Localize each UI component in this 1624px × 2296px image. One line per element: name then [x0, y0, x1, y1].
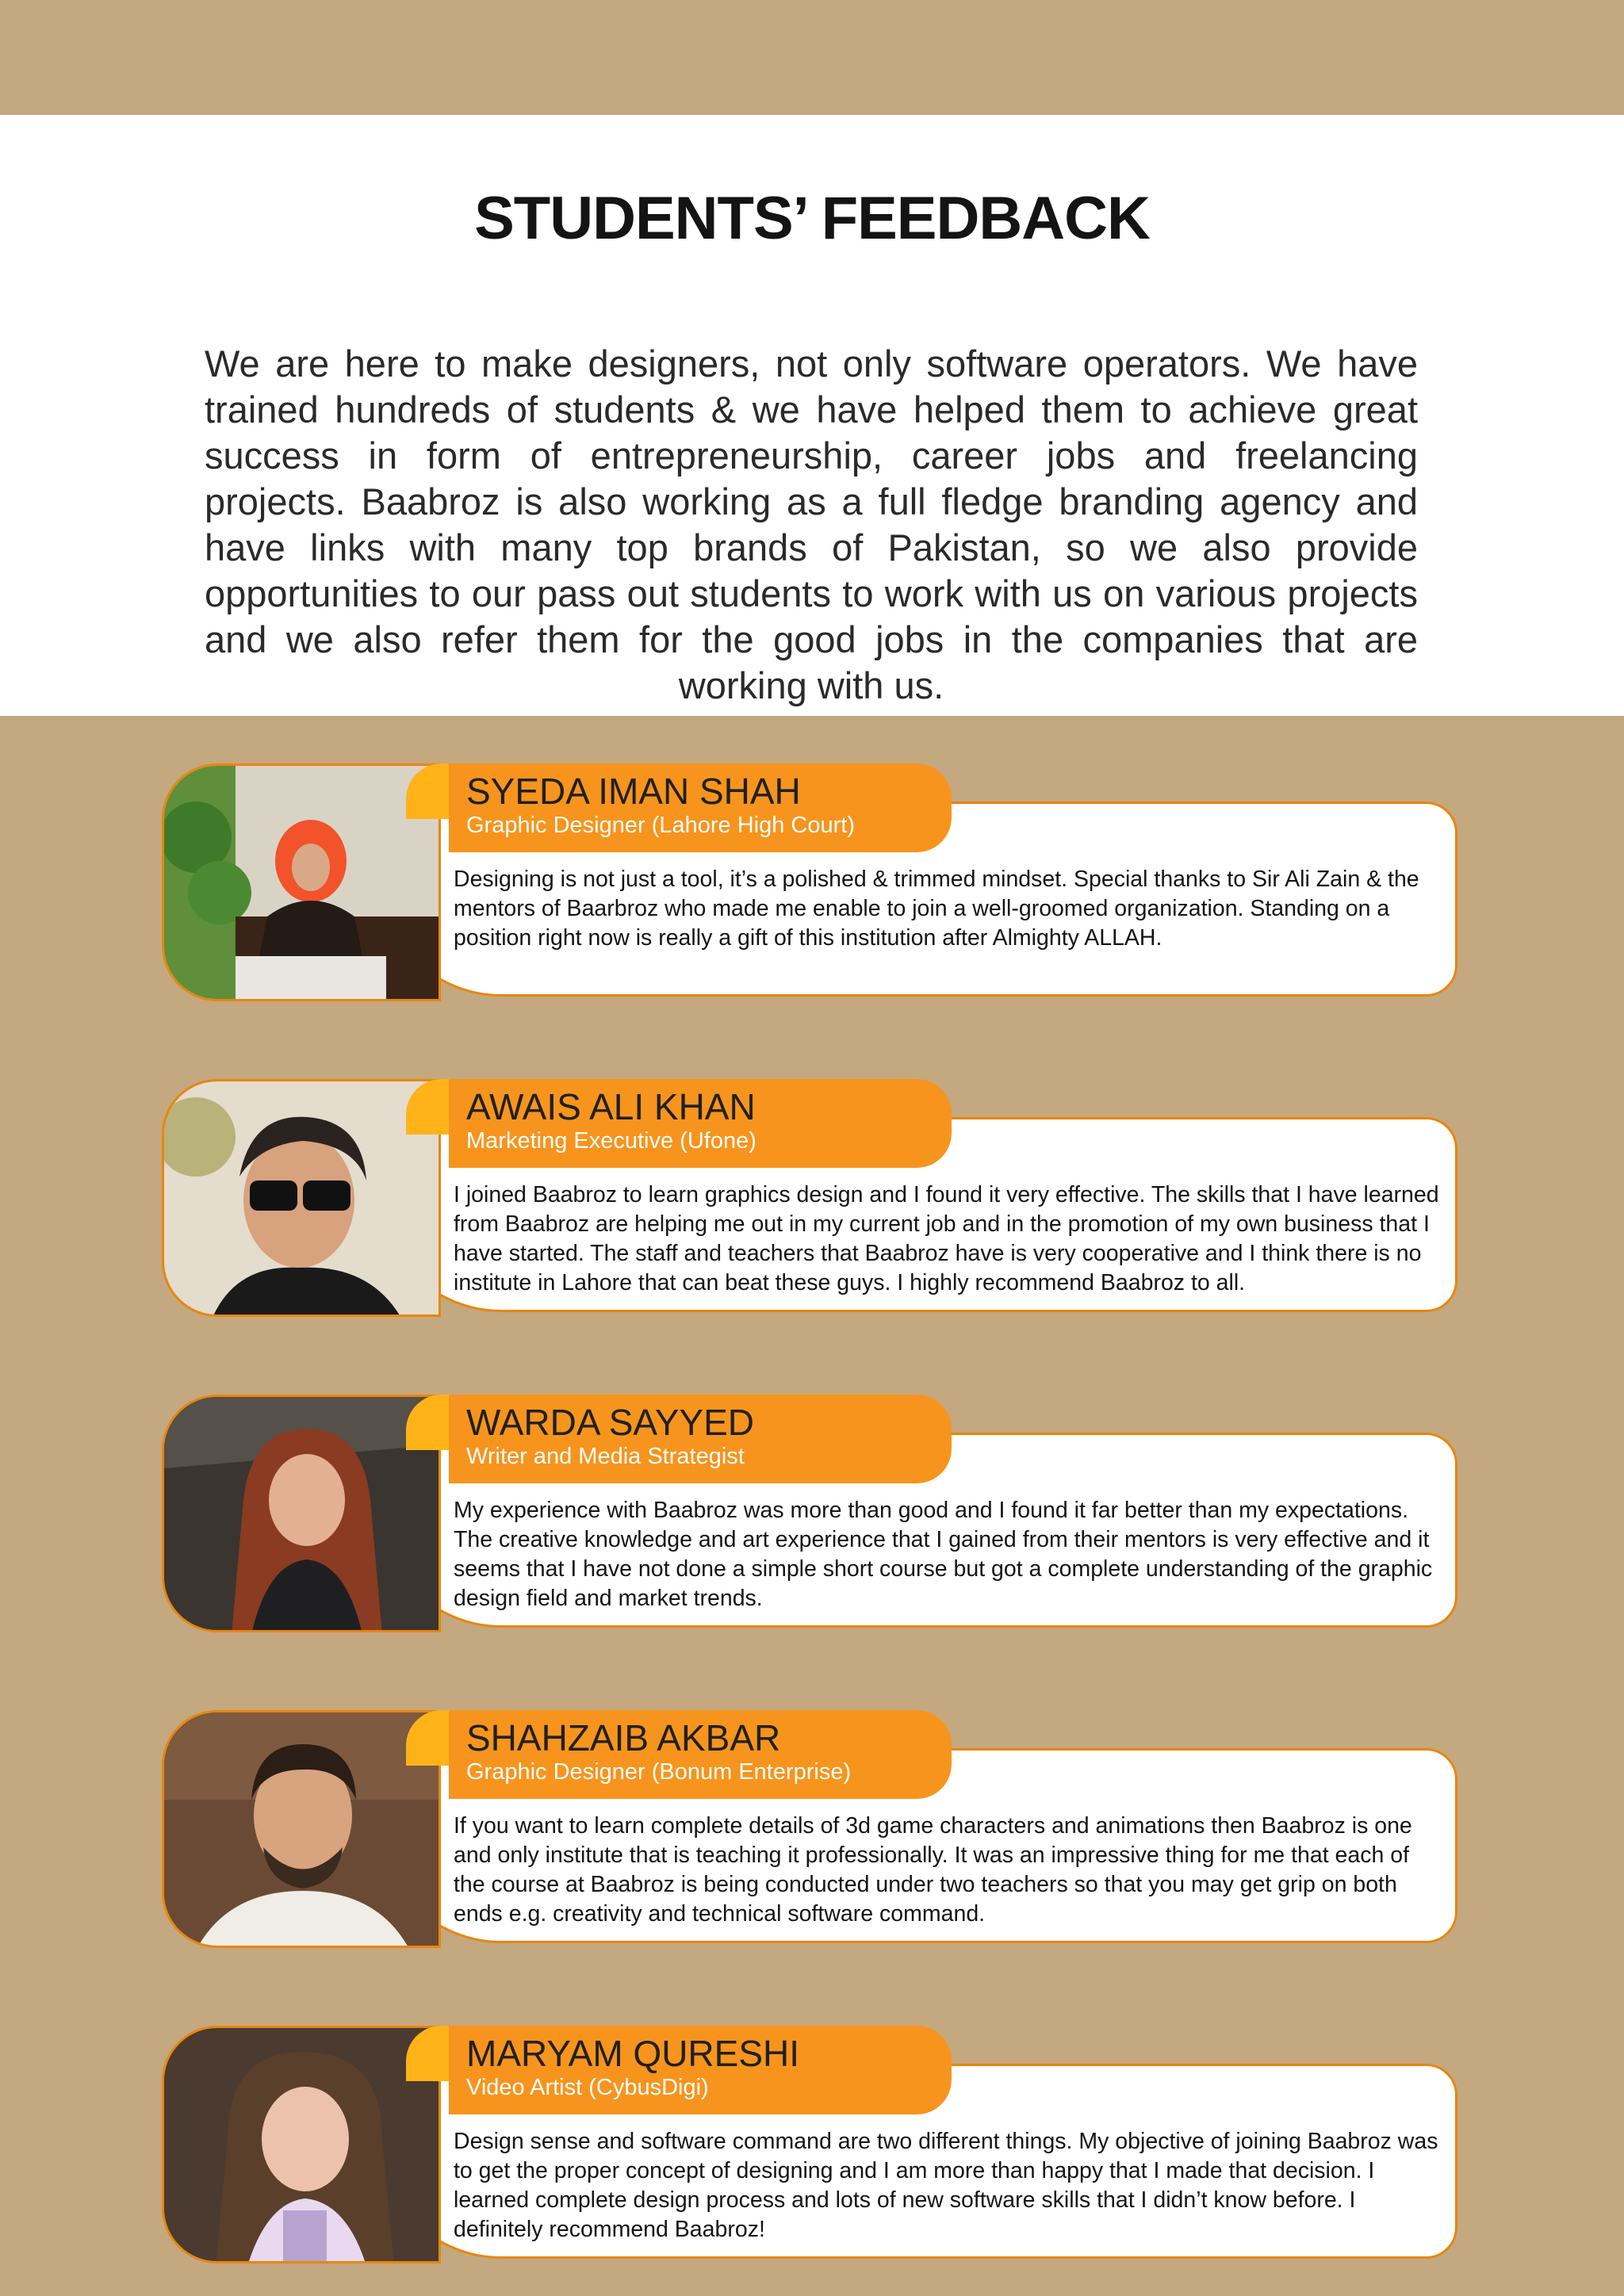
student-name: WARDA SAYYED: [466, 1402, 754, 1443]
student-role: Writer and Media Strategist: [466, 1444, 745, 1469]
testimonial-text: My experience with Baabroz was more than good and I found it far better than my expectations. The creative knowledge and art experience that I gained from their mentors is very effective and it seems that I have not done a simple short course but got a complete understanding of the graphic design field and market trends.: [454, 1498, 1433, 1611]
top-band: [0, 0, 1624, 115]
student-name: AWAIS ALI KHAN: [466, 1086, 756, 1127]
student-role: Marketing Executive (Ufone): [466, 1128, 756, 1154]
testimonial-text: I joined Baabroz to learn graphics design and I found it very effective. The skills that I have learned from Baabroz are helping me out in my current job and in the promotion of my own business that I have started. The staff and teachers that Baabroz have is very cooperative and I think there is no institute in Lahore that can beat these guys. I highly recommend Baabroz to all.: [454, 1182, 1439, 1295]
testimonial-text: If you want to learn complete details of 3d game characters and animations then Baabroz is one and only institute that is teaching it professionally. It was an impressive thing for me that each of the course at Baabroz is being conducted under two teachers so that you may get grip on both ends e.g. creativity and technical software command.: [454, 1813, 1412, 1927]
testimonial-text: Design sense and software command are two different things. My objective of joining Baabroz was to get the proper concept of designing and I am more than happy that I made that decision. I learned complete design process and lots of new software skills that I didn’t know before. I definitely recommend Baabroz!: [454, 2129, 1438, 2242]
student-photo: [162, 1079, 441, 1317]
intro-paragraph: We are here to make designers, not only software operators. We have trained hundreds of students & we have helped them to achieve great success in form of entrepreneurship, career jobs and freelancing projects. Baabroz is also working as a full fledge branding agency and have links with many top brands of Pakistan, so we also provide opportunities to our pass out students to work with us on various projects and we also refer them for the good jobs in the companies that are working with us.: [205, 342, 1418, 706]
student-name: SHAHZAIB AKBAR: [466, 1717, 781, 1758]
testimonial-card: [162, 1079, 1462, 1317]
student-role: Video Artist (CybusDigi): [466, 2075, 709, 2100]
testimonial-card: [162, 1395, 1462, 1632]
student-photo: [162, 1395, 441, 1632]
page-title: STUDENTS’ FEEDBACK: [474, 185, 1150, 252]
testimonial-card: [162, 1710, 1462, 1948]
student-photo: [162, 763, 441, 1001]
student-photo: [162, 1710, 441, 1948]
testimonial-card: [162, 2026, 1462, 2263]
student-photo: [162, 2026, 441, 2263]
student-name: MARYAM QURESHI: [466, 2033, 800, 2074]
student-role: Graphic Designer (Lahore High Court): [466, 813, 855, 838]
testimonial-text: Designing is not just a tool, it’s a polished & trimmed mindset. Special thanks to Sir Ali Zain & the mentors of Baarbroz who made me enable to join a well-groomed organization. Standing on a position right now is really a gift of this institution after Almighty ALLAH.: [454, 867, 1419, 951]
student-role: Graphic Designer (Bonum Enterprise): [466, 1759, 852, 1785]
testimonial-card: [162, 763, 1462, 1001]
student-name: SYEDA IMAN SHAH: [466, 771, 801, 812]
